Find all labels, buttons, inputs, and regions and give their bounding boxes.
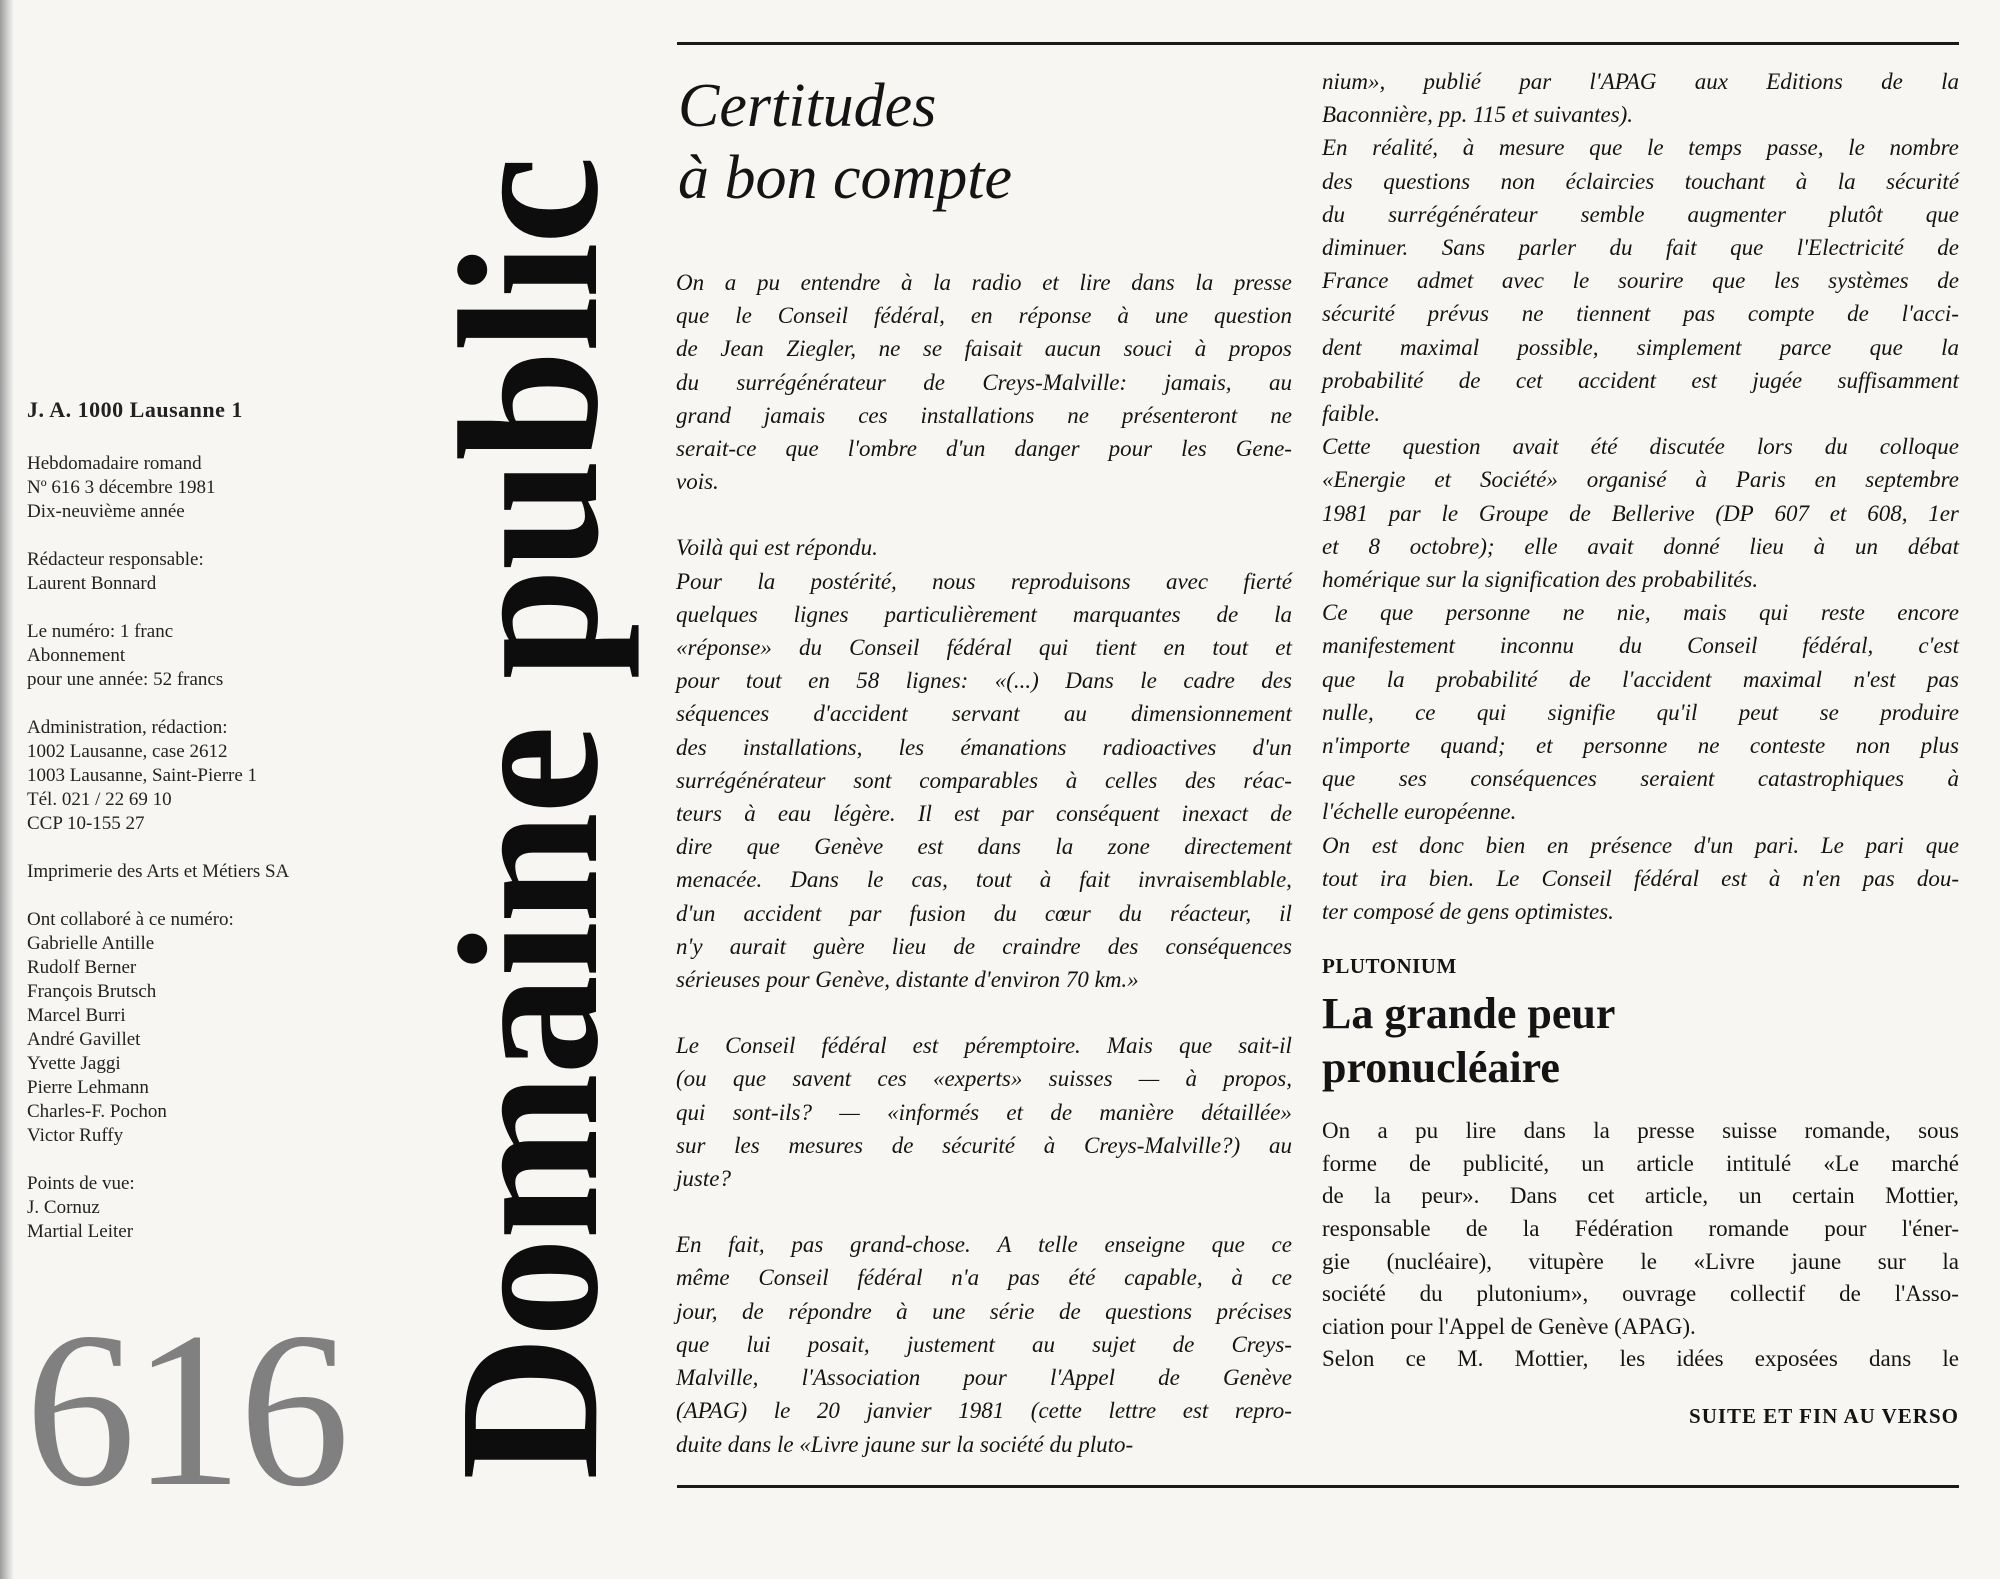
masthead-line: Hebdomadaire romand: [27, 453, 202, 474]
right-column: [1322, 65, 1959, 1429]
top-rule: [677, 42, 1959, 45]
masthead-line: Points de vue:: [27, 1173, 135, 1194]
text-line: des questions non éclaircies touchant à la sécurité: [1322, 168, 1959, 194]
text-line: n'y aurait guère lieu de craindre des conséquences: [676, 933, 1292, 959]
text-line: duite dans le «Livre jaune sur la société du pluto-: [676, 1431, 1134, 1457]
masthead-line: 1003 Lausanne, Saint-Pierre 1: [27, 765, 258, 786]
text-line: du surrégénérateur de Creys-Malville: jamais, au: [676, 369, 1292, 395]
masthead-line: Laurent Bonnard: [27, 573, 157, 594]
masthead-line: Victor Ruffy: [27, 1125, 124, 1146]
text-line: jour, de répondre à une série de questions précises: [676, 1298, 1292, 1324]
text-line: du surrégénérateur semble augmenter plutôt que: [1322, 201, 1959, 227]
text-line: gie (nucléaire), vitupère le «Livre jaune sur la: [1322, 1248, 1959, 1274]
text-line: de la peur». Dans cet article, un certain Mottier,: [1322, 1183, 1959, 1209]
masthead-line: André Gavillet: [27, 1029, 141, 1050]
article1-paragraph: [676, 531, 1292, 996]
text-line: On a pu lire dans la presse suisse romande, sous: [1322, 1118, 1959, 1144]
text-line: On est donc bien en présence d'un pari. Le pari que: [1322, 832, 1959, 858]
text-line: Cette question avait été discutée lors du colloque: [1322, 434, 1959, 460]
text-line: (ou que savent ces «experts» suisses — à propos,: [676, 1066, 1292, 1092]
text-line: Malville, l'Association pour l'Appel de Genève: [676, 1365, 1292, 1391]
text-line: Voilà qui est répondu.: [676, 535, 878, 561]
text-line: homérique sur la signification des probabilités.: [1322, 567, 1759, 593]
text-line: tout ira bien. Le Conseil fédéral est à n'en pas dou-: [1322, 865, 1959, 891]
article1-column: [676, 70, 1292, 1494]
text-line: forme de publicité, un article intitulé «Le marché: [1322, 1150, 1959, 1176]
text-line: et 8 octobre); elle avait donné lieu à un débat: [1322, 533, 1959, 559]
text-line: d'un accident par fusion du cœur du réacteur, il: [676, 900, 1292, 926]
text-line: Selon ce M. Mottier, les idées exposées dans le: [1322, 1346, 1959, 1372]
headline-line: pronucléaire: [1322, 1043, 1560, 1093]
article1-body: [676, 266, 1292, 1461]
text-line: menacée. Dans le cas, tout à fait invraisemblable,: [676, 867, 1292, 893]
article1-paragraph: [676, 1228, 1292, 1460]
text-line: pour tout en 58 lignes: «(...) Dans le cadre des: [676, 668, 1292, 694]
text-line: que la probabilité de l'accident maximal n'est pas: [1322, 666, 1959, 692]
text-line: que lui posait, justement au sujet de Creys-: [676, 1331, 1292, 1357]
text-line: l'échelle européenne.: [1322, 799, 1517, 825]
text-line: Baconnière, pp. 115 et suivantes).: [1322, 102, 1634, 128]
text-line: France admet avec le sourire que les systèmes de: [1322, 268, 1959, 294]
masthead-block: [27, 860, 367, 884]
text-line: Le Conseil fédéral est péremptoire. Mais que sait-il: [676, 1033, 1292, 1059]
article2-body: [1322, 1115, 1959, 1376]
text-line: juste?: [676, 1166, 731, 1192]
text-line: ter composé de gens optimistes.: [1322, 899, 1614, 925]
issue-number: 616: [25, 1287, 346, 1533]
text-line: n'importe quand; et personne ne conteste non plus: [1322, 733, 1959, 759]
text-line: même Conseil fédéral n'a pas été capable, à ce: [676, 1265, 1292, 1291]
text-line: quelques lignes particulièrement marquantes de la: [676, 601, 1292, 627]
text-line: de Jean Ziegler, ne se faisait aucun souci à propos: [676, 336, 1292, 362]
text-line: dent maximal possible, simplement parce que la: [1322, 334, 1959, 360]
binding-shadow: [0, 0, 14, 1579]
text-line: serait-ce que l'ombre d'un danger pour les Gene-: [676, 436, 1292, 462]
text-line: diminuer. Sans parler du fait que l'Electricité de: [1322, 235, 1959, 261]
masthead-line: pour une année: 52 francs: [27, 669, 224, 690]
masthead-line: Abonnement: [27, 645, 126, 666]
text-line: vois.: [676, 469, 719, 495]
masthead-line: François Brutsch: [27, 981, 157, 1002]
text-line: Pour la postérité, nous reproduisons avec fierté: [676, 568, 1292, 594]
text-line: surrégénérateur sont comparables à celles des réac-: [676, 767, 1292, 793]
article2-headline: [1322, 987, 1959, 1095]
masthead-block: [27, 1172, 367, 1244]
text-line: qui sont-ils? — «informés et de manière détaillée»: [676, 1099, 1292, 1125]
masthead-line: Marcel Burri: [27, 1005, 126, 1026]
text-line: manifestement inconnu du Conseil fédéral, c'est: [1322, 633, 1959, 659]
text-line: teurs à eau légère. Il est par conséquent inexact de: [676, 801, 1292, 827]
continued-note: SUITE ET FIN AU VERSO: [1689, 1404, 1959, 1429]
text-line: ciation pour l'Appel de Genève (APAG).: [1322, 1313, 1696, 1339]
text-line: 1981 par le Groupe de Bellerive (DP 607 et 608, 1er: [1322, 500, 1959, 526]
text-line: faible.: [1322, 401, 1381, 427]
text-line: que ses conséquences seraient catastrophiques à: [1322, 766, 1959, 792]
text-line: que le Conseil fédéral, en réponse à une question: [676, 303, 1292, 329]
text-line: nulle, ce qui signifie qu'il peut se produire: [1322, 699, 1959, 725]
text-line: En réalité, à mesure que le temps passe, le nombre: [1322, 135, 1959, 161]
text-line: sur les mesures de sécurité à Creys-Malville?) au: [676, 1132, 1292, 1158]
text-line: responsable de la Fédération romande pour l'éner-: [1322, 1216, 1959, 1242]
text-line: nium», publié par l'APAG aux Editions de la: [1322, 69, 1959, 94]
text-line: séquences d'accident servant au dimensionnement: [676, 701, 1292, 727]
article1-paragraph: [676, 266, 1292, 498]
article1-continuation: [1322, 65, 1959, 928]
masthead-line: Imprimerie des Arts et Métiers SA: [27, 861, 290, 882]
article1-paragraph: [676, 1029, 1292, 1195]
text-line: On a pu entendre à la radio et lire dans la presse: [676, 270, 1292, 295]
masthead-line: Gabrielle Antille: [27, 933, 155, 954]
masthead-block: [27, 548, 367, 596]
text-line: dire que Genève est dans la zone directement: [676, 834, 1292, 860]
masthead-line: Yvette Jaggi: [27, 1053, 121, 1074]
masthead-line: Dix-neuvième année: [27, 501, 185, 522]
masthead-line: 1002 Lausanne, case 2612: [27, 741, 228, 762]
masthead-line: CCP 10-155 27: [27, 813, 145, 834]
masthead-line: Tél. 021 / 22 69 10: [27, 789, 172, 810]
headline-line: à bon compte: [678, 144, 1013, 212]
text-line: sécurité prévus ne tiennent pas compte de l'acci-: [1322, 301, 1959, 327]
masthead-line: Martial Leiter: [27, 1221, 134, 1242]
text-line: (APAG) le 20 janvier 1981 (cette lettre est repro-: [676, 1398, 1292, 1424]
newspaper-title: Domaine public: [419, 157, 640, 1480]
masthead-line: Le numéro: 1 franc: [27, 621, 174, 642]
masthead-line: Rudolf Berner: [27, 957, 137, 978]
headline-line: Certitudes: [678, 72, 937, 140]
masthead-line: Nº 616 3 décembre 1981: [27, 477, 216, 498]
text-line: grand jamais ces installations ne présenteront ne: [676, 402, 1292, 428]
masthead-blocks: [27, 452, 367, 1244]
article2-kicker: PLUTONIUM: [1322, 954, 1457, 979]
masthead-line: J. Cornuz: [27, 1197, 100, 1218]
text-line: «réponse» du Conseil fédéral qui tient en tout et: [676, 635, 1292, 661]
ja-label: J. A. 1000 Lausanne 1: [27, 397, 243, 422]
masthead-info: [27, 398, 367, 1268]
headline-line: La grande peur: [1322, 989, 1616, 1039]
masthead-line: Rédacteur responsable:: [27, 549, 204, 570]
text-line: Ce que personne ne nie, mais qui reste encore: [1322, 600, 1959, 626]
text-line: sérieuses pour Genève, distante d'environ 70 km.»: [676, 967, 1139, 993]
text-line: probabilité de cet accident est jugée suffisamment: [1322, 367, 1959, 393]
masthead-line: Pierre Lehmann: [27, 1077, 149, 1098]
masthead-line: Charles-F. Pochon: [27, 1101, 167, 1122]
masthead-line: Ont collaboré à ce numéro:: [27, 909, 234, 930]
masthead-block: [27, 620, 367, 692]
masthead-block: [27, 452, 367, 524]
text-line: «Energie et Société» organisé à Paris en septembre: [1322, 467, 1959, 493]
text-line: société du plutonium», ouvrage collectif de l'Asso-: [1322, 1281, 1959, 1307]
text-line: des installations, les émanations radioactives d'un: [676, 734, 1292, 760]
masthead-block: [27, 716, 367, 836]
masthead-line: Administration, rédaction:: [27, 717, 228, 738]
masthead-block: [27, 908, 367, 1148]
text-line: En fait, pas grand-chose. A telle enseigne que ce: [676, 1232, 1292, 1258]
article1-headline: [676, 70, 1292, 214]
